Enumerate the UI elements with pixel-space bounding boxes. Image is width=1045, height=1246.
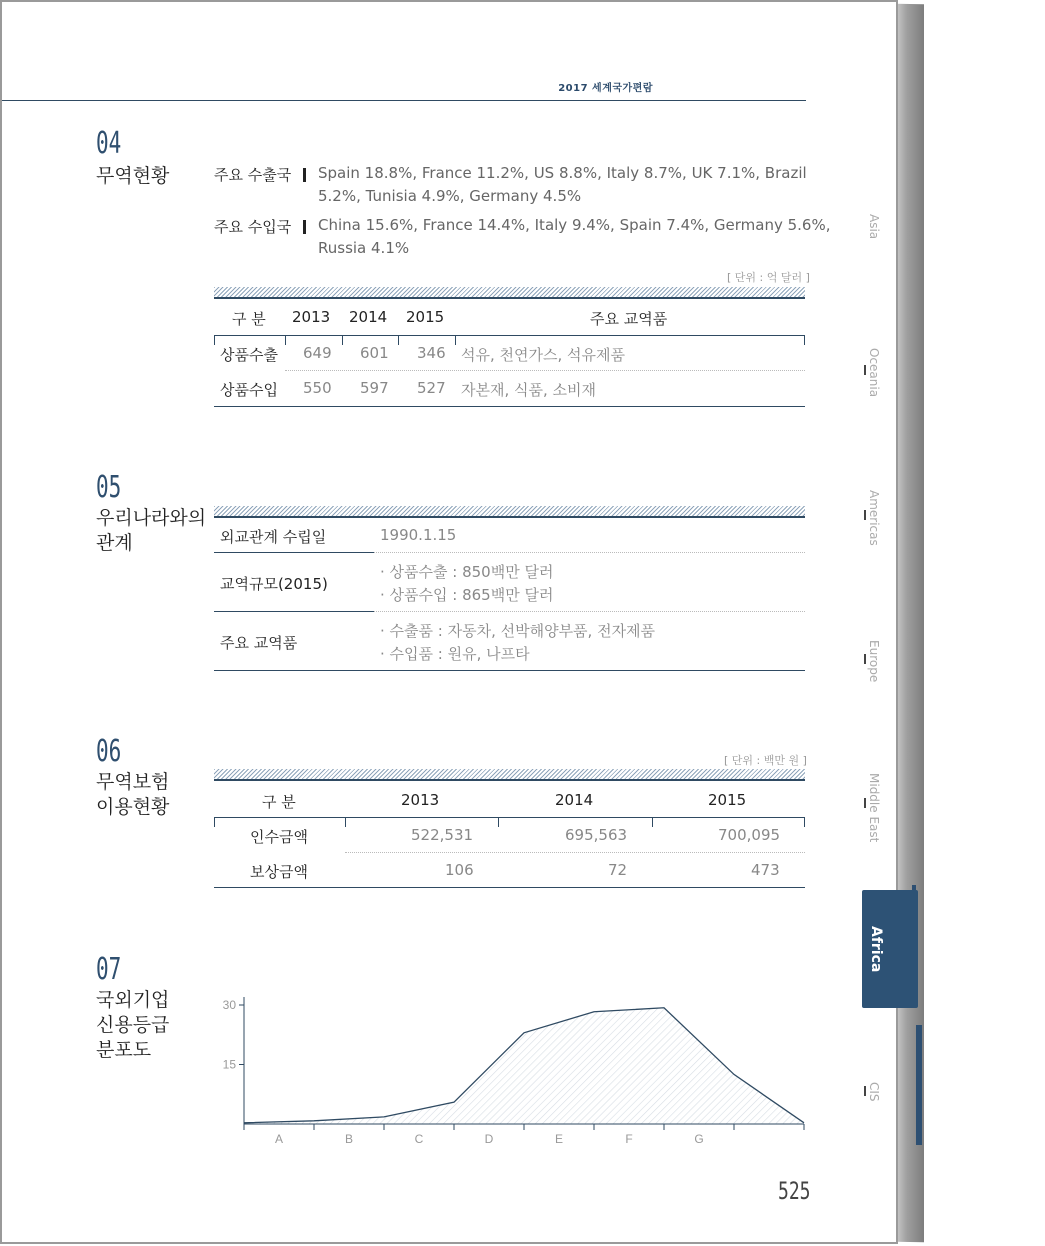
page-number: 525	[778, 1177, 811, 1205]
section-title: 국외기업	[96, 989, 170, 1011]
table-cell: 473	[751, 861, 780, 879]
table-header: 2014	[349, 308, 388, 326]
section-number: 05	[96, 470, 122, 505]
side-tab-americas[interactable]: Americas	[867, 490, 881, 546]
table-tick	[455, 335, 456, 345]
table-header: 구 분	[262, 793, 296, 811]
table-cell: 석유, 천연가스, 석유제품	[461, 346, 625, 364]
table-rule	[214, 335, 805, 336]
y-tick-label: 30	[222, 998, 236, 1012]
tab-marker	[864, 1086, 866, 1096]
section-number: 06	[96, 734, 122, 769]
section-number: 07	[96, 952, 122, 987]
tab-marker	[864, 798, 866, 808]
table-tick	[498, 817, 499, 827]
book-edge-tab-mark	[916, 1025, 922, 1145]
table-row-label: 상품수입	[220, 381, 278, 399]
table-row-label: 인수금액	[250, 828, 308, 846]
table-cell: 597	[360, 379, 389, 397]
side-tab-cis[interactable]: CIS	[867, 1082, 881, 1102]
tab-marker	[864, 510, 866, 520]
table-row-label: 외교관계 수립일	[220, 528, 327, 546]
table-tick	[214, 817, 215, 827]
table-row-label: 상품수출	[220, 346, 278, 364]
tab-marker	[864, 365, 866, 375]
table-cell: 601	[360, 344, 389, 362]
table-cell: 자본재, 식품, 소비재	[461, 381, 596, 399]
table-cell: · 수입품 : 원유, 나프타	[380, 645, 530, 663]
side-tab-asia[interactable]: Asia	[867, 214, 881, 240]
table-header: 2015	[708, 791, 747, 809]
table-rule	[214, 552, 374, 553]
area-fill	[244, 1008, 804, 1124]
row-separator	[345, 852, 805, 853]
table-header: 2013	[292, 308, 331, 326]
row-separator	[285, 370, 805, 371]
table-cell: 72	[608, 861, 628, 879]
table-cell: 649	[303, 344, 332, 362]
table-rule	[214, 611, 374, 612]
header-rule	[2, 100, 806, 101]
table-cell: 527	[417, 379, 446, 397]
table-header: 2015	[406, 308, 445, 326]
side-tab-africa-label: Africa	[868, 926, 884, 973]
table-top-hatch	[214, 769, 805, 781]
row-separator	[374, 552, 805, 553]
section-title: 우리나라와의	[96, 507, 207, 529]
main-export-label: 주요 수출국	[214, 166, 292, 184]
label-divider	[303, 168, 306, 182]
table-rule	[214, 670, 805, 671]
table-cell: · 수출품 : 자동차, 선박해양부품, 전자제품	[380, 622, 656, 640]
table-cell: 695,563	[565, 826, 628, 844]
table-cell: 550	[303, 379, 332, 397]
table-cell: 106	[445, 861, 474, 879]
section-title: 신용등급	[96, 1014, 170, 1036]
table-rule	[214, 406, 805, 407]
section-title: 관계	[96, 532, 133, 554]
unit-label: [ 단위 : 억 달러 ]	[727, 271, 810, 284]
x-tick-label: A	[274, 1132, 284, 1146]
table-header: 구 분	[232, 310, 266, 328]
x-tick-label: B	[344, 1132, 354, 1146]
table-cell: 522,531	[411, 826, 474, 844]
table-cell: · 상품수입 : 865백만 달러	[380, 586, 554, 604]
table-cell: 700,095	[718, 826, 781, 844]
table-tick	[398, 335, 399, 345]
table-tick	[285, 335, 286, 345]
table-tick	[804, 335, 805, 345]
side-tab-europe[interactable]: Europe	[867, 640, 881, 683]
main-export-line2: 5.2%, Tunisia 4.9%, Germany 4.5%	[318, 187, 582, 205]
x-tick-label: F	[625, 1132, 633, 1146]
x-tick-label: G	[694, 1132, 704, 1146]
credit-rating-chart	[212, 987, 812, 1152]
table-header: 주요 교역품	[590, 310, 668, 328]
table-tick	[804, 817, 805, 827]
main-export-line1: Spain 18.8%, France 11.2%, US 8.8%, Italy 8.7%, UK 7.1%, Brazil	[318, 164, 807, 182]
section-title: 무역보험	[96, 771, 170, 793]
unit-label: [ 단위 : 백만 원 ]	[724, 754, 807, 767]
book-title: 2017 세계국가편람	[558, 83, 653, 94]
table-rule	[214, 887, 805, 888]
table-cell: 346	[417, 344, 446, 362]
table-tick	[345, 817, 346, 827]
table-header: 2013	[401, 791, 440, 809]
table-cell: · 상품수출 : 850백만 달러	[380, 563, 554, 581]
x-tick-label: D	[484, 1132, 494, 1146]
table-tick	[342, 335, 343, 345]
table-row-label: 주요 교역품	[220, 634, 298, 652]
section-number: 04	[96, 126, 122, 161]
side-tab-oceania[interactable]: Oceania	[867, 348, 881, 398]
table-row-label: 보상금액	[250, 863, 308, 881]
row-separator	[374, 611, 805, 612]
table-top-hatch	[214, 506, 805, 518]
table-cell: 1990.1.15	[380, 526, 457, 544]
table-header: 2014	[555, 791, 594, 809]
section-title: 무역현황	[96, 165, 170, 187]
x-tick-label: C	[414, 1132, 424, 1146]
x-tick-label: E	[554, 1132, 564, 1146]
table-row-label: 교역규모(2015)	[220, 575, 328, 593]
tab-marker	[864, 654, 866, 664]
y-tick-label: 15	[222, 1057, 236, 1072]
table-tick	[214, 335, 215, 345]
table-rule	[214, 817, 805, 818]
main-import-line2: Russia 4.1%	[318, 239, 410, 257]
section-title: 분포도	[96, 1039, 152, 1061]
table-tick	[652, 817, 653, 827]
label-divider	[303, 220, 306, 234]
main-import-line1: China 15.6%, France 14.4%, Italy 9.4%, Spain 7.4%, Germany 5.6%,	[318, 216, 831, 234]
section-title: 이용현황	[96, 796, 170, 818]
table-top-hatch	[214, 287, 805, 299]
main-import-label: 주요 수입국	[214, 218, 292, 236]
side-tab-middle-east[interactable]: Middle East	[867, 773, 881, 843]
